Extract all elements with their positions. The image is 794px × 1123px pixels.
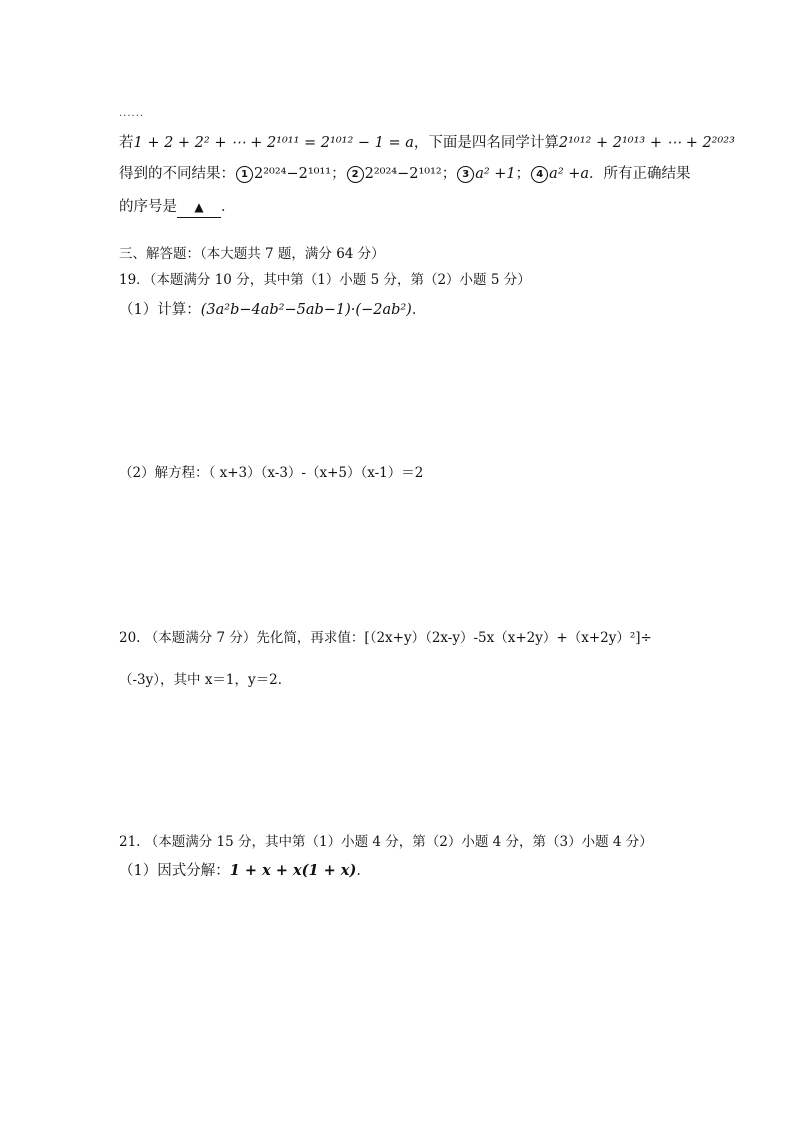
q18-text-results: 得到的不同结果： bbox=[119, 166, 235, 182]
q21-part1 bbox=[119, 861, 371, 881]
q20-line-2: （-3y），其中 x＝1，y＝2． bbox=[119, 672, 292, 688]
separator: ； bbox=[331, 166, 346, 182]
q18-given-formula: 1 + 2 + 2² + ⋯ + 2¹⁰¹¹ = 2¹⁰¹² − 1 = a bbox=[133, 135, 414, 151]
option-4-expr: a² +a bbox=[549, 166, 590, 182]
q19-part1-end: ． bbox=[411, 302, 427, 318]
option-2-marker: 2 bbox=[347, 166, 364, 183]
q20-line-1: 20. （本题满分 7 分）先化简，再求值：[（2x+y）（2x-y）-5x（x+2y）+（x+2y）²]÷ bbox=[119, 630, 652, 646]
separator: ； bbox=[515, 166, 531, 182]
q19-part1-label: （1）计算： bbox=[119, 302, 201, 318]
q21-part1-label: （1）因式分解： bbox=[119, 863, 230, 879]
q18-line-3 bbox=[119, 197, 236, 218]
answer-blank[interactable]: ▲ bbox=[177, 197, 221, 218]
separator: ； bbox=[441, 166, 457, 182]
option-1-marker: 1 bbox=[236, 166, 253, 183]
q18-text-correct: ．所有正确结果 bbox=[589, 166, 691, 182]
section-title: 三、解答题：（本大题共 7 题，满分 64 分） bbox=[119, 246, 385, 262]
option-3-marker: 3 bbox=[457, 166, 474, 183]
option-2-expr: 2²⁰²⁴−2¹⁰¹² bbox=[364, 166, 442, 182]
q19-header: 19．（本题满分 10 分，其中第（1）小题 5 分，第（2）小题 5 分） bbox=[119, 272, 531, 288]
q18-line-2 bbox=[119, 164, 691, 184]
option-1-expr: 2²⁰²⁴−2¹⁰¹¹ bbox=[254, 166, 332, 182]
q21-part1-expression: 1 + x + x(1 + x) bbox=[229, 862, 357, 879]
q21-header: 21. （本题满分 15 分，其中第（1）小题 4 分，第（2）小题 4 分，第（3）小题 4 分） bbox=[119, 834, 653, 850]
q18-text-below: ，下面是四名同学计算 bbox=[413, 135, 559, 151]
q18-text-index: 的序号是 bbox=[119, 199, 177, 215]
q18-line-1 bbox=[119, 133, 735, 153]
q18-text-if: 若 bbox=[119, 135, 134, 151]
q19-part2: （2）解方程：（ x+3）（x-3）-（x+5）（x-1）＝2 bbox=[119, 465, 424, 481]
option-4-marker: 4 bbox=[531, 166, 548, 183]
q18-end: ． bbox=[221, 199, 236, 215]
ellipsis-dots: ...... bbox=[119, 108, 145, 119]
option-3-expr: a² +1 bbox=[475, 166, 516, 182]
q21-part1-end: ． bbox=[356, 863, 371, 879]
q18-target-sum: 2¹⁰¹² + 2¹⁰¹³ + ⋯ + 2²⁰²³ bbox=[558, 135, 735, 151]
q19-part1-expression: (3a²b−4ab²−5ab−1)·(−2ab²) bbox=[200, 302, 412, 318]
q19-part1 bbox=[119, 300, 426, 320]
